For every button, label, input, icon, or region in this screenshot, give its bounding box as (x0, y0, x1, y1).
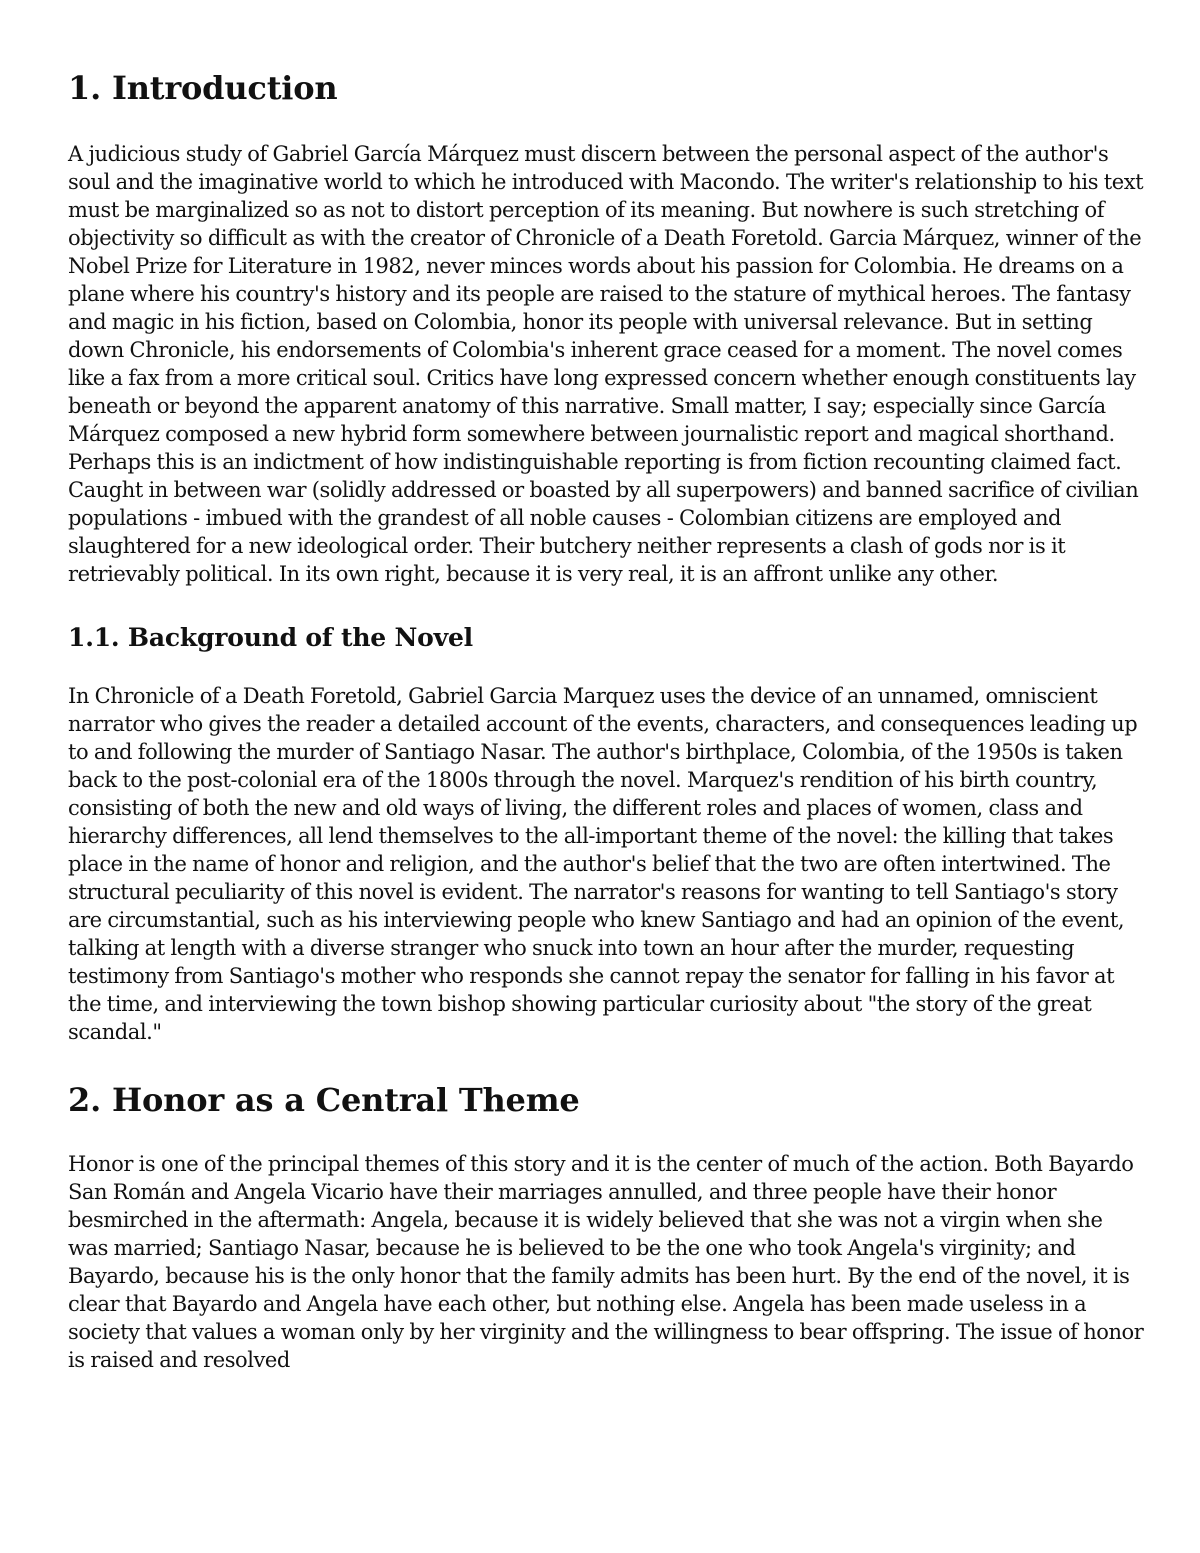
subsection-heading-background: 1.1. Background of the Novel (68, 623, 473, 652)
paragraph-introduction: A judicious study of Gabriel García Márquez must discern between the personal aspect of the author's soul and the imaginative world to which he introduced with Macondo. The writer's relationship to his text must be marginalized so as not to distort perception of its meaning. But nowhere is such stretching of objectivity so difficult as with the creator of Chronicle of a Death Foretold. Garcia Márquez, winner of the Nobel Prize for Literature in 1982, never minces words about his passion for Colombia. He dreams on a plane where his country's history and its people are raised to the stature of mythical heroes. The fantasy and magic in his fiction, based on Colombia, honor its people with universal relevance. But in setting down Chronicle, his endorsements of Colombia's inherent grace ceased for a moment. The novel comes like a fax from a more critical soul. Critics have long expressed concern whether enough constituents lay beneath or beyond the apparent anatomy of this narrative. Small matter, I say; especially since García Márquez composed a new hybrid form somewhere between journalistic report and magical shorthand. Perhaps this is an indictment of how indistinguishable reporting is from fiction recounting claimed fact. Caught in between war (solidly addressed or boasted by all superpowers) and banned sacrifice of civilian populations - imbued with the grandest of all noble causes - Colombian citizens are employed and slaughtered for a new ideological order. Their butchery neither represents a clash of gods nor is it retrievably political. In its own right, because it is very real, it is an affront unlike any other. (68, 142, 1144, 586)
paragraph-honor: Honor is one of the principal themes of this story and it is the center of much of the action. Both Bayardo San Román and Angela Vicario have their marriages annulled, and three people have their honor besmirched in the aftermath: Angela, because it is widely believed that she was not a virgin when she was married; Santiago Nasar, because he is believed to be the one who took Angela's virginity; and Bayardo, because his is the only honor that the family admits has been hurt. By the end of the novel, it is clear that Bayardo and Angela have each other, but nothing else. Angela has been made useless in a society that values a woman only by her virginity and the willingness to bear offspring. The issue of honor is raised and resolved (68, 1152, 1144, 1372)
document-page (68, 64, 1144, 1374)
section-heading-honor: 2. Honor as a Central Theme (68, 1081, 580, 1119)
paragraph-background: In Chronicle of a Death Foretold, Gabriel Garcia Marquez uses the device of an unnamed, omniscient narrator who gives the reader a detailed account of the events, characters, and consequences leading up to and following the murder of Santiago Nasar. The author's birthplace, Colombia, of the 1950s is taken back to the post-colonial era of the 1800s through the novel. Marquez's rendition of his birth country, consisting of both the new and old ways of living, the different roles and places of women, class and hierarchy differences, all lend themselves to the all-important theme of the novel: the killing that takes place in the name of honor and religion, and the author's belief that the two are often intertwined. The structural peculiarity of this novel is evident. The narrator's reasons for wanting to tell Santiago's story are circumstantial, such as his interviewing people who knew Santiago and had an opinion of the event, talking at length with a diverse stranger who snuck into town an hour after the murder, requesting testimony from Santiago's mother who responds she cannot repay the senator for falling in his favor at the time, and interviewing the town bishop showing particular curiosity about "the story of the great scandal." (68, 684, 1138, 1044)
section-heading-introduction: 1. Introduction (68, 69, 338, 107)
